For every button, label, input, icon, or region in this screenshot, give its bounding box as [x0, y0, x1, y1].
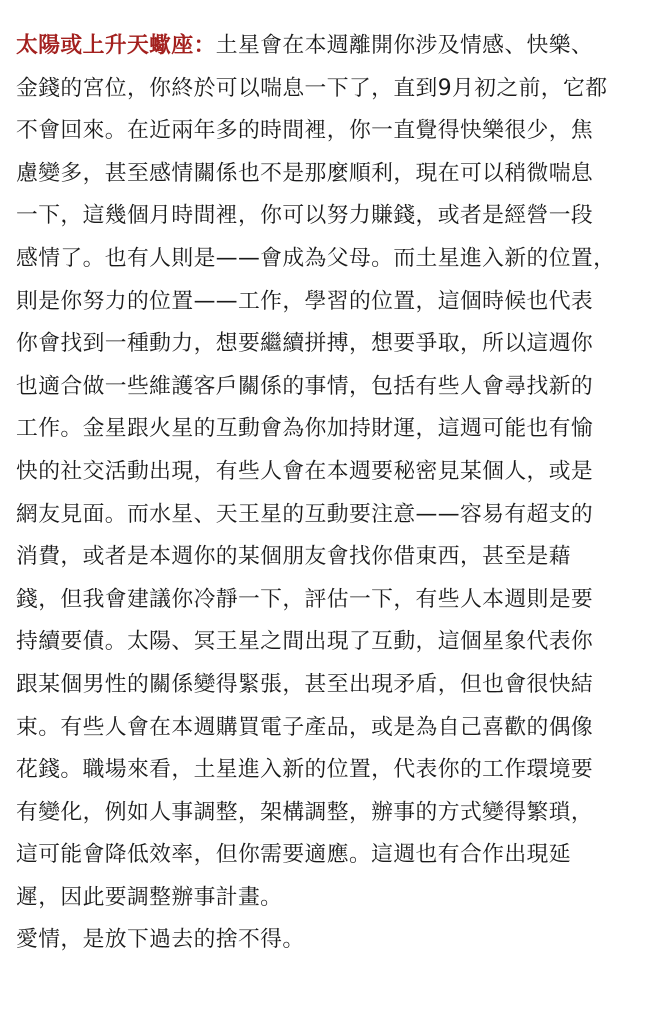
- paragraph-line: 工作。金星跟火星的互動會為你加持財運，這週可能也有愉: [16, 416, 594, 442]
- paragraph-line: 花錢。職場來看，土星進入新的位置，代表你的工作環境要: [16, 757, 594, 783]
- paragraph-line: 感情了。也有人則是——會成為父母。而土星進入新的位置，: [16, 245, 616, 271]
- horoscope-article: [16, 25, 652, 962]
- line-1: [16, 25, 652, 68]
- paragraph-line: 金錢的宮位，你終於可以喘息一下了，直到9月初之前，它都: [16, 75, 608, 101]
- paragraph-line: 則是你努力的位置——工作，學習的位置，這個時候也代表: [16, 288, 594, 314]
- paragraph-line: 有變化，例如人事調整，架構調整，辦事的方式變得繁瑣，: [16, 799, 594, 825]
- paragraph-line: 這可能會降低效率，但你需要適應。這週也有合作出現延: [16, 842, 571, 868]
- paragraph-line: 快的社交活動出現，有些人會在本週要秘密見某個人，或是: [16, 458, 594, 484]
- paragraph-line: 你會找到一種動力，想要繼續拼搏，想要爭取，所以這週你: [16, 331, 594, 357]
- paragraph-line: 網友見面。而水星、天王星的互動要注意——容易有超支的: [16, 501, 594, 527]
- paragraph-line: 土星會在本週離開你涉及情感、快樂、: [215, 33, 594, 58]
- paragraph-line: 慮變多，甚至感情關係也不是那麼順利，現在可以稍微喘息: [16, 160, 594, 186]
- paragraph-line: 持續要債。太陽、冥王星之間出現了互動，這個星象代表你: [16, 629, 594, 655]
- paragraph-line: 不會回來。在近兩年多的時間裡，你一直覺得快樂很少，焦: [16, 118, 594, 144]
- paragraph-line: 遲，因此要調整辦事計畫。: [16, 884, 283, 910]
- paragraph-line: 一下，這幾個月時間裡，你可以努力賺錢，或者是經營一段: [16, 203, 594, 229]
- paragraph-line: 也適合做一些維護客戶關係的事情，包括有些人會尋找新的: [16, 373, 594, 399]
- paragraph-line: 跟某個男性的關係變得緊張，甚至出現矛盾，但也會很快結: [16, 671, 594, 697]
- sign-heading: 太陽或上升天蠍座：: [16, 33, 216, 58]
- closing-line: 愛情，是放下過去的捨不得。: [16, 927, 305, 953]
- paragraph-line: 束。有些人會在本週購買電子產品，或是為自己喜歡的偶像: [16, 714, 594, 740]
- paragraph-line: 錢，但我會建議你冷靜一下，評估一下，有些人本週則是要: [16, 586, 594, 612]
- paragraph-line: 消費，或者是本週你的某個朋友會找你借東西，甚至是藉: [16, 544, 571, 570]
